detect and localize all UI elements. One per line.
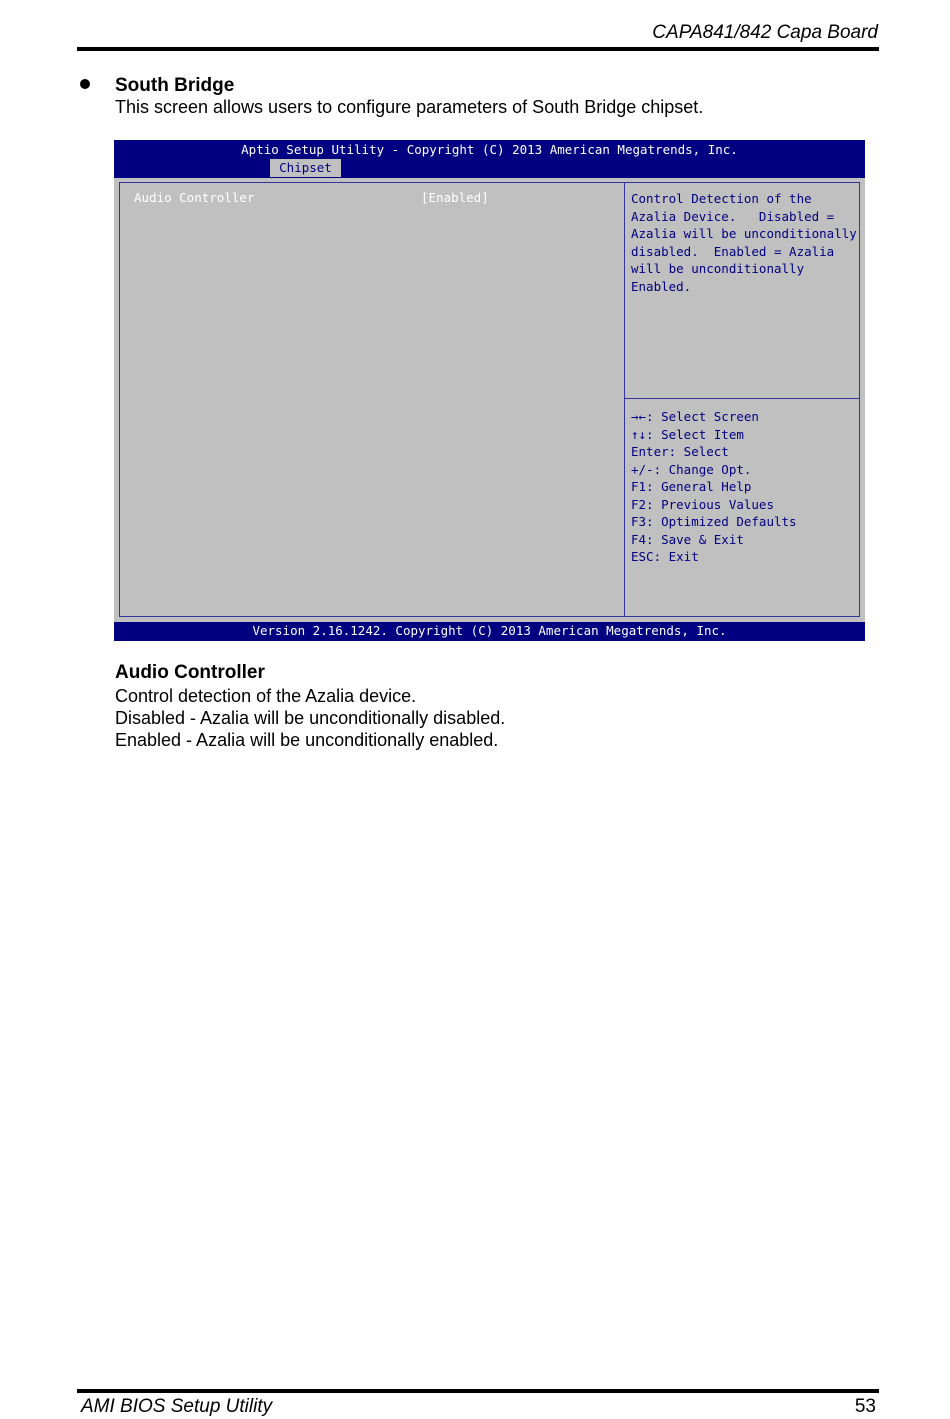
section-title: South Bridge xyxy=(115,75,235,96)
key-hint: +/-: Change Opt. xyxy=(631,461,752,477)
key-hint: ↑↓: Select Item xyxy=(631,426,744,442)
audio-controller-label[interactable]: Audio Controller xyxy=(134,190,255,205)
audio-controller-value[interactable]: [Enabled] xyxy=(421,190,489,205)
footer-rule xyxy=(77,1389,879,1393)
bios-divider xyxy=(624,182,625,617)
bios-key-legend xyxy=(631,408,797,566)
key-hint: ESC: Exit xyxy=(631,549,699,564)
detail-description xyxy=(115,685,505,751)
bios-help-text xyxy=(631,190,863,295)
help-line: disabled. Enabled = Azalia xyxy=(631,243,835,259)
detail-line: Disabled - Azalia will be unconditionally disabled. xyxy=(115,708,506,728)
key-hint: F4: Save & Exit xyxy=(631,531,744,547)
header-rule xyxy=(77,47,879,51)
detail-title: Audio Controller xyxy=(115,662,265,683)
help-line: Azalia will be unconditionally xyxy=(631,226,857,241)
running-header: CAPA841/842 Capa Board xyxy=(652,22,878,43)
key-hint: F3: Optimized Defaults xyxy=(631,514,797,529)
help-line: Control Detection of the xyxy=(631,191,812,206)
detail-line: Control detection of the Azalia device. xyxy=(115,686,417,706)
tab-chipset[interactable]: Chipset xyxy=(270,159,341,177)
bullet-icon xyxy=(80,79,90,89)
help-line: Azalia Device. Disabled = xyxy=(631,208,835,224)
section-description: This screen allows users to configure parameters of South Bridge chipset. xyxy=(115,97,704,117)
bios-help-divider xyxy=(625,398,859,399)
page-number: 53 xyxy=(854,1396,876,1417)
key-hint: F2: Previous Values xyxy=(631,496,774,512)
bios-version: Version 2.16.1242. Copyright (C) 2013 American Megatrends, Inc. xyxy=(252,623,727,638)
bios-status-bar xyxy=(114,622,865,641)
bios-title: Aptio Setup Utility - Copyright (C) 2013 American Megatrends, Inc. xyxy=(241,142,738,157)
key-hint: →←: Select Screen xyxy=(631,409,759,424)
footer-title: AMI BIOS Setup Utility xyxy=(81,1396,273,1417)
help-line: will be unconditionally xyxy=(631,261,805,276)
bios-title-bar xyxy=(114,140,865,178)
key-hint: Enter: Select xyxy=(631,444,729,459)
key-hint: F1: General Help xyxy=(631,479,752,494)
bios-screenshot xyxy=(114,140,865,641)
help-line: Enabled. xyxy=(631,278,692,294)
detail-line: Enabled - Azalia will be unconditionally enabled. xyxy=(115,730,499,750)
